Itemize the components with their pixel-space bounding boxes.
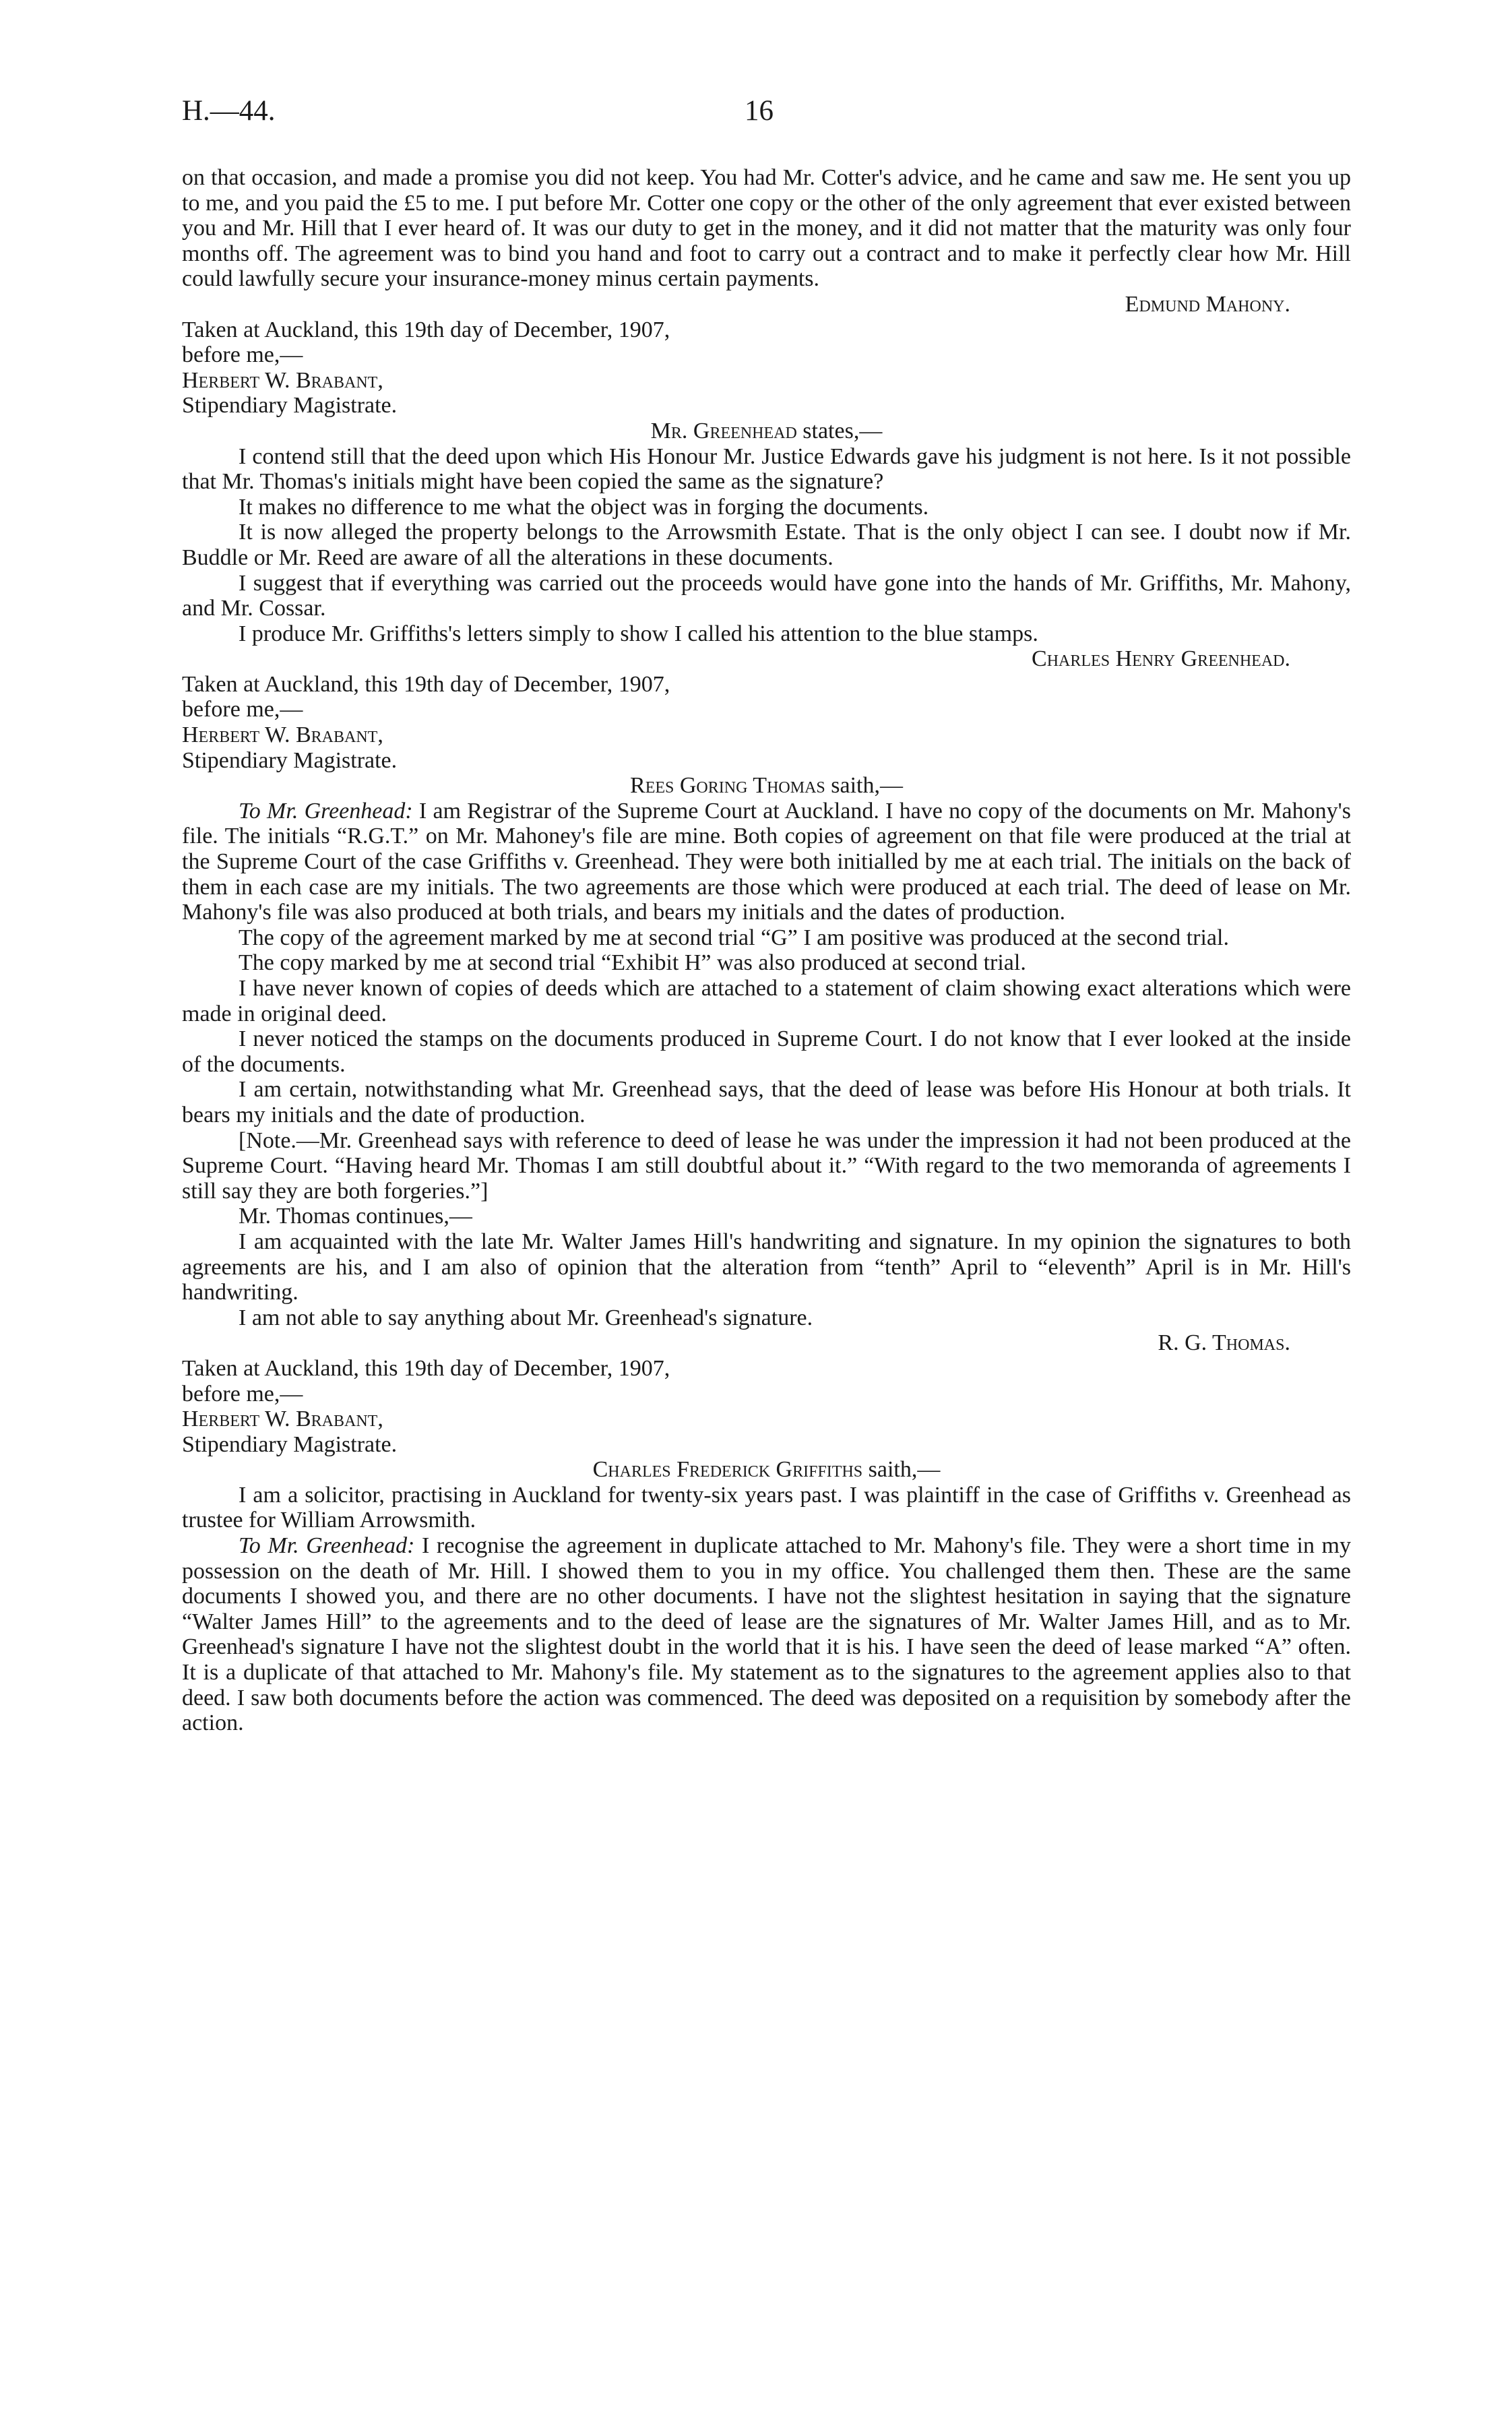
jurat-name: Herbert W. Brabant, [182,1406,383,1432]
jurat-title: Stipendiary Magistrate. [182,393,398,419]
jurat [182,1356,1351,1457]
jurat-taken: Taken at Auckland, this 19th day of December, 1907, [182,671,670,697]
paragraph: To Mr. Greenhead: I recognise the agreement in duplicate attached to Mr. Mahony's file. They were a short time in my possession on the death of Mr. Hill. I showed them to you in my office. You challenged them then. These are the same documents I showed you, and there are no other documents. I have not the slightest hesitation in saying that the signature “Walter James Hill” to the agreements and to the deed of lease are the signatures of Mr. Walter James Hill, and as to Mr. Greenhead's signature I have not the slightest doubt in the world that it is his. I have seen the deed of lease marked “A” often. It is a duplicate of that attached to Mr. Mahony's file. My statement as to the signatures to the agreement applies also to that deed. I saw both documents before the action was commenced. The deed was deposited on a requisition by somebody after the action. [182,1533,1351,1736]
jurat-name: Herbert W. Brabant, [182,367,383,393]
page-number: 16 [745,95,774,127]
section-heading: Rees Goring Thomas saith,— [630,773,903,799]
signature-greenhead: Charles Henry Greenhead. [1032,646,1290,672]
jurat [182,672,1351,773]
witness-name: Mr. Greenhead [650,418,797,443]
jurat-name: Herbert W. Brabant, [182,722,383,748]
witness-name: Charles Frederick Griffiths [592,1457,863,1483]
jurat [182,317,1351,419]
paragraph: The copy of the agreement marked by me at second trial “G” I am positive was produced at the second trial. [239,925,1229,950]
jurat-taken: Taken at Auckland, this 19th day of December, 1907, [182,317,670,342]
jurat-title: Stipendiary Magistrate. [182,1431,398,1457]
paragraph: It makes no difference to me what the object was in forging the documents. [239,494,929,520]
paragraph: The copy marked by me at second trial “Exhibit H” was also produced at second trial. [239,950,1026,976]
paragraph: To Mr. Greenhead: I am Registrar of the Supreme Court at Auckland. I have no copy of the documents on Mr. Mahony's file. The initials “R.G.T.” on Mr. Mahoney's file are mine. Both copies of agreement on that file were produced at the trial at the Supreme Court of the case Griffiths v. Greenhead. They were both initialled by me at each trial. The initials on the back of them in each case are my initials. The two agreements are those which were produced at each trial. The deed of lease on Mr. Mahony's file was also produced at both trials, and bears my initials and the dates of production. [182,798,1351,925]
signature-mahony: Edmund Mahony. [1125,291,1290,317]
section-heading: Mr. Greenhead states,— [650,418,883,443]
paragraph: I have never known of copies of deeds which are attached to a statement of claim showing exact alterations which were made in original deed. [182,976,1351,1026]
paragraph: I am not able to say anything about Mr. Greenhead's signature. [239,1305,813,1330]
jurat-title: Stipendiary Magistrate. [182,747,398,773]
witness-name: Rees Goring Thomas [630,773,825,799]
jurat-before: before me,— [182,1381,303,1406]
jurat-before: before me,— [182,697,303,722]
paragraph: I suggest that if everything was carried out the proceeds would have gone into the hands of Mr. Griffiths, Mr. Mahony, and Mr. Cossar. [182,570,1351,621]
paragraph: I am acquainted with the late Mr. Walter James Hill's handwriting and signature. In my opinion the signatures to both agreements are his, and I am also of opinion that the alteration from “tenth” April to “eleventh” April is in Mr. Hill's handwriting. [182,1229,1351,1305]
note: [Note.—Mr. Greenhead says with reference to deed of lease he was under the impression it had not been produced at the Supreme Court. “Having heard Mr. Thomas I am still doubtful about it.” “With regard to the two memoranda of agreements I still say they are both forgeries.”] [182,1127,1351,1204]
paragraph: I produce Mr. Griffiths's letters simply to show I called his attention to the blue stamps. [239,621,1038,646]
jurat-before: before me,— [182,342,303,368]
signature-thomas: R. G. Thomas. [1158,1330,1290,1356]
section-heading: Charles Frederick Griffiths saith,— [592,1457,941,1483]
jurat-taken: Taken at Auckland, this 19th day of December, 1907, [182,1355,670,1381]
paragraph: I am certain, notwithstanding what Mr. Greenhead says, that the deed of lease was before His Honour at both trials. It bears my initials and the date of production. [182,1077,1351,1127]
paragraph: I never noticed the stamps on the documents produced in Supreme Court. I do not know that I ever looked at the inside of the documents. [182,1026,1351,1077]
paragraph: I contend still that the deed upon which His Honour Mr. Justice Edwards gave his judgment is not here. Is it not possible that Mr. Thomas's initials might have been copied the same as the signature? [182,443,1351,495]
document-body [182,165,1351,1736]
paragraph: Mr. Thomas continues,— [239,1204,472,1229]
paragraph: on that occasion, and made a promise you did not keep. You had Mr. Cotter's advice, and he came and saw me. He sent you up to me, and you paid the £5 to me. I put before Mr. Cotter one copy or the other of the only agreement that ever existed between you and Mr. Hill that I ever heard of. It was our duty to get in the money, and it did not matter that the maturity was only four months off. The agreement was to bind you hand and foot to carry out a contract and to make it perfectly clear how Mr. Hill could lawfully secure your insurance-money minus certain payments. [182,165,1351,292]
document-reference: H.—44. [182,95,276,127]
paragraph: It is now alleged the property belongs to the Arrowsmith Estate. That is the only object I can see. I doubt now if Mr. Buddle or Mr. Reed are aware of all the alterations in these documents. [182,520,1351,570]
paragraph: I am a solicitor, practising in Auckland for twenty-six years past. I was plaintiff in the case of Griffiths v. Greenhead as trustee for William Arrowsmith. [182,1482,1351,1533]
